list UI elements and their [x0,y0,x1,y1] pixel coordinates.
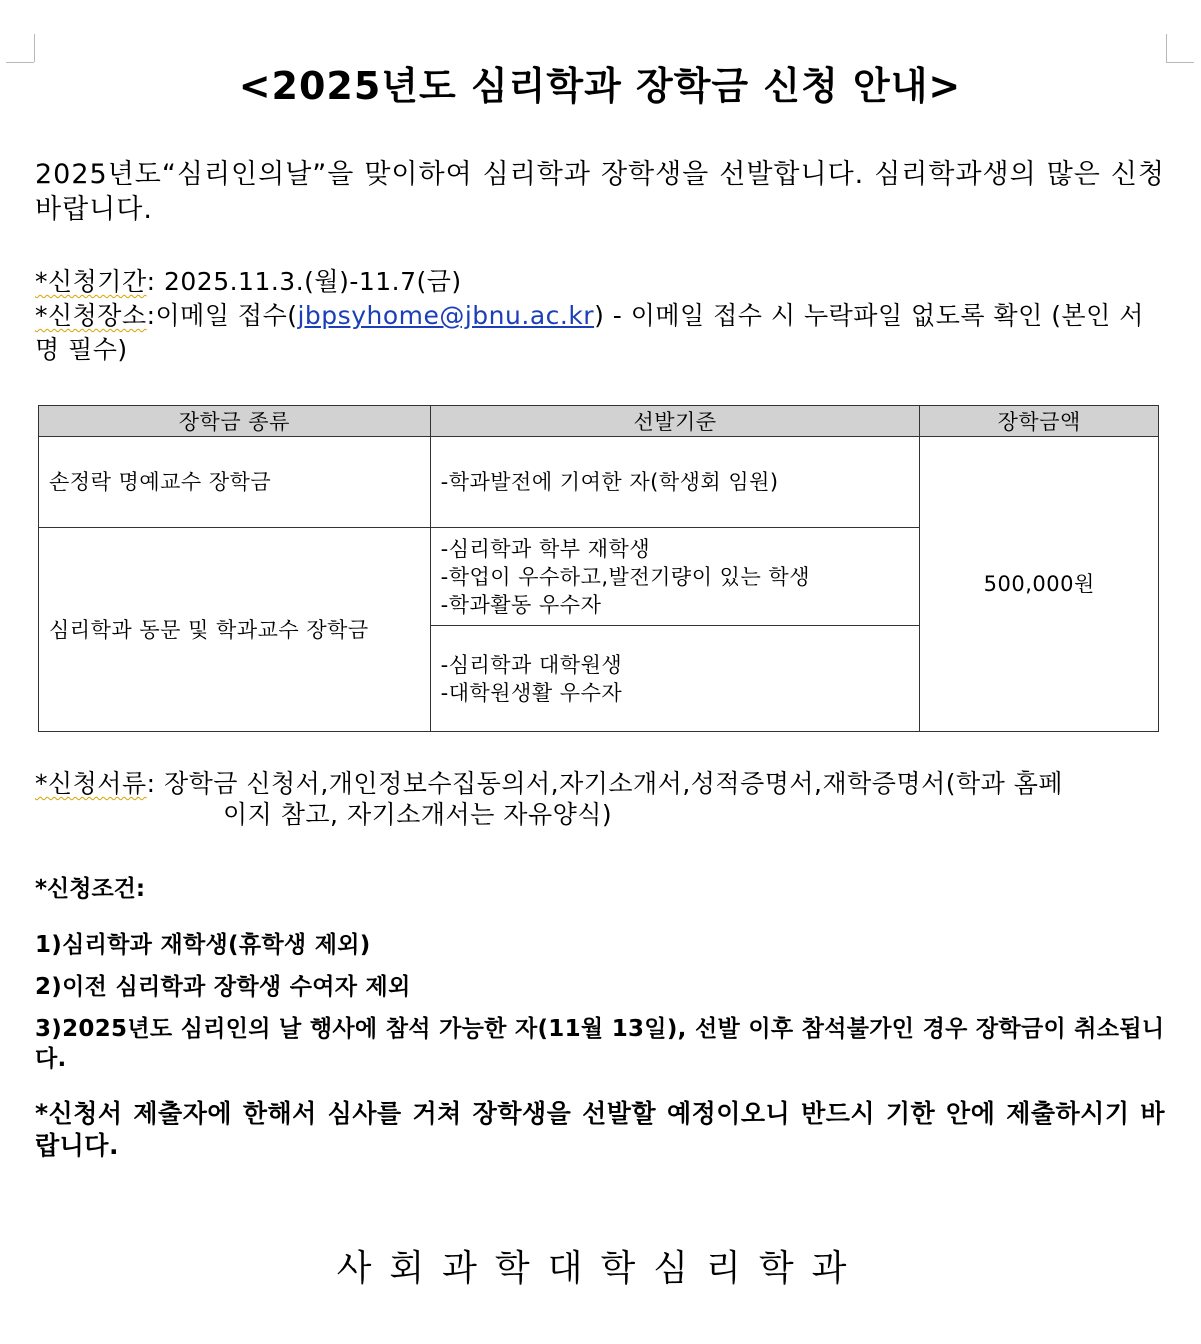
period-value: : 2025.11.3.(월)-11.7(금) [146,267,462,296]
documents-line1: : 장학금 신청서,개인정보수집동의서,자기소개서,성적증명서,재학증명서(학과 홈페 [146,769,1064,798]
criteria-line: -학업이 우수하고,발전기량이 있는 학생 [440,564,810,589]
scholarship-table [38,405,1159,732]
place-suffix: ) - 이메일 접수 시 누락파일 없도록 확인 (본인 서명 필수) [35,301,1144,364]
period-label: *신청기간 [35,267,147,296]
place-prefix: :이메일 접수( [146,301,298,330]
place-label: *신청장소 [35,301,147,330]
header-type: 장학금 종류 [39,406,431,437]
scholarship-type: 심리학과 동문 및 학과교수 장학금 [39,528,431,732]
criteria-line: -학과활동 우수자 [440,592,602,617]
email-link[interactable]: jbpsyhome@jbnu.ac.kr [297,301,595,330]
table-header-row [39,406,1159,437]
table-row [39,437,1159,528]
criteria-line: -심리학과 대학원생 [440,652,623,677]
criteria-line: -학과발전에 기여한 자(학생회 임원) [440,470,779,494]
criteria-cell [430,528,920,626]
application-info [35,265,1165,367]
intro-paragraph: 2025년도“심리인의날”을 맞이하여 심리학과 장학생을 선발합니다. 심리학과생의 많은 신청 바랍니다. [35,159,1165,225]
criteria-cell [430,437,920,528]
required-documents [35,768,1165,830]
conditions-label: *신청조건: [35,876,146,902]
conditions-list [35,930,1165,1074]
criteria-cell [430,626,920,732]
header-criteria: 선발기준 [430,406,920,437]
page-corner-mark [6,62,34,63]
condition-item: 1)심리학과 재학생(휴학생 제외) [35,932,371,958]
page-corner-mark [1166,34,1167,62]
scholarship-amount: 500,000원 [920,437,1159,732]
application-period [35,265,1165,299]
document-page [35,58,1165,1162]
application-place [35,299,1165,367]
page-corner-mark [1166,62,1194,63]
criteria-line: -심리학과 학부 재학생 [440,536,651,561]
condition-item: 3)2025년도 심리인의 날 행사에 참석 가능한 자(11월 13일), 선발 이후 참석불가인 경우 장학금이 취소됩니다. [35,1016,1165,1072]
header-amount: 장학금액 [920,406,1159,437]
criteria-line: -대학원생활 우수자 [440,680,623,705]
document-title: <2025년도 심리학과 장학금 신청 안내> [238,64,962,108]
documents-label: *신청서류 [35,769,147,798]
documents-line2: 이지 참고, 자기소개서는 자유양식) [223,800,613,829]
condition-item: 2)이전 심리학과 장학생 수여자 제외 [35,974,411,1000]
scholarship-type: 손정락 명예교수 장학금 [39,437,431,528]
submission-notice: *신청서 제출자에 한해서 심사를 거쳐 장학생을 선발할 예정이오니 반드시 기한 안에 제출하시기 바랍니다. [35,1099,1165,1160]
department-signature: 사회과학대학심리학과 [336,1248,865,1289]
